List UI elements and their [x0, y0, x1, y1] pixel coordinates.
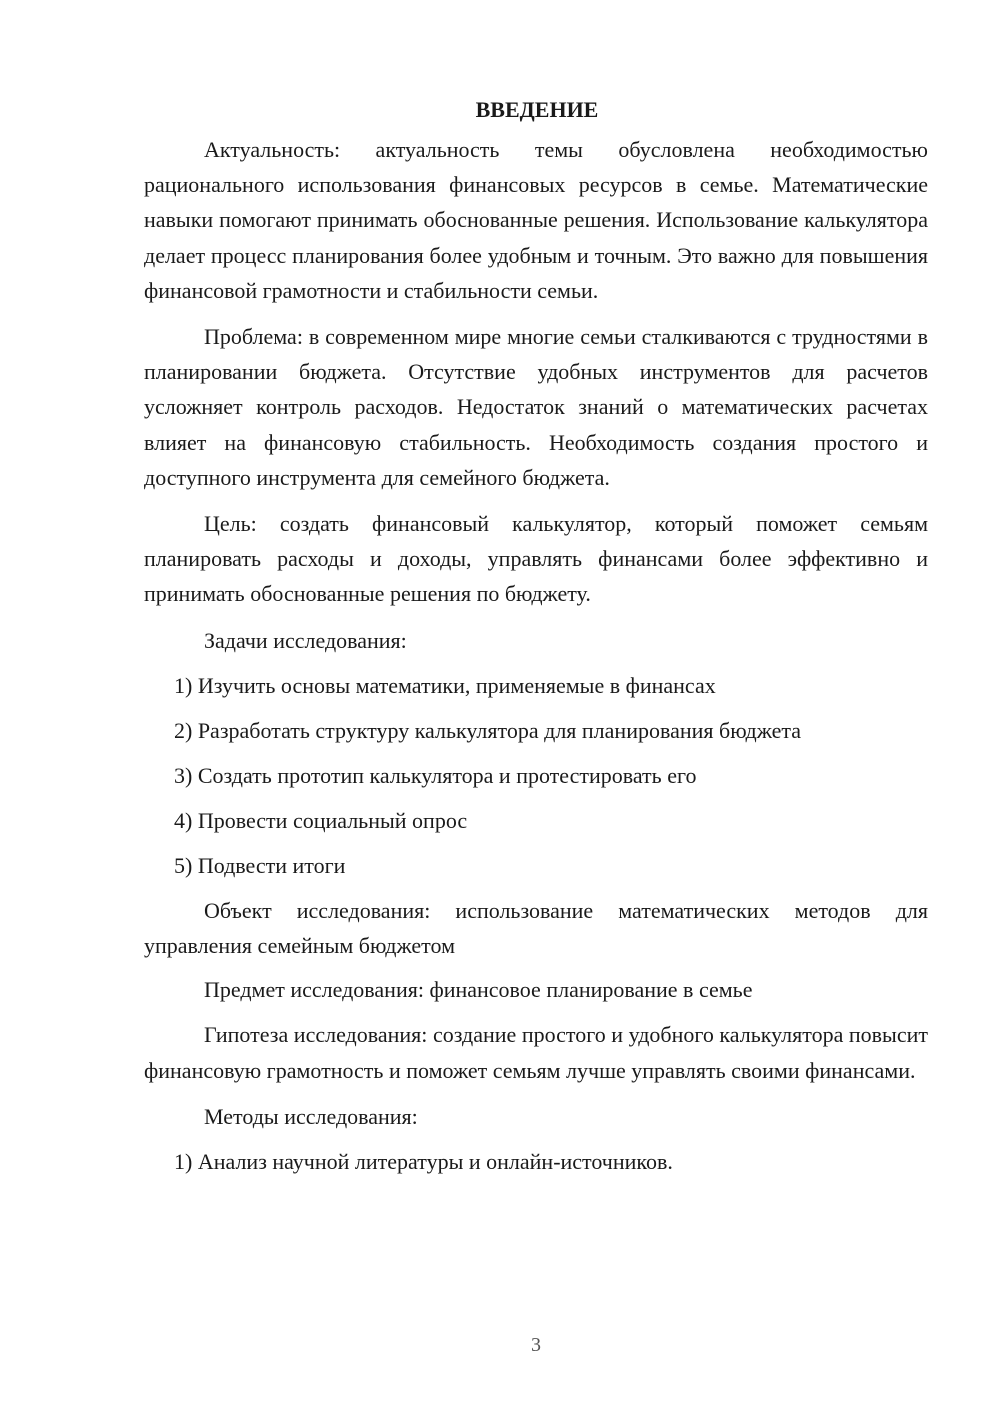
page-number: 3: [531, 1334, 541, 1356]
object-paragraph: Объект исследования: использование математических методов для управления семейным бюджетом: [144, 897, 928, 959]
list-item: 1) Изучить основы математики, применяемые в финансах: [174, 672, 716, 698]
list-item: 4) Провести социальный опрос: [174, 807, 468, 833]
hypothesis-paragraph: Гипотеза исследования: создание простого и удобного калькулятора повысит финансовую грамотность и поможет семьям лучше управлять своими финансами.: [144, 1022, 928, 1083]
document-page: [144, 92, 928, 1189]
list-item: 2) Разработать структуру калькулятора для планирования бюджета: [174, 717, 802, 743]
list-item: 5) Подвести итоги: [174, 852, 346, 878]
methods-heading: Методы исследования:: [204, 1103, 418, 1129]
tasks-list: [144, 668, 928, 883]
problem-paragraph: Проблема: в современном мире многие семьи сталкиваются с трудностями в планировании бюджета. Отсутствие удобных инструментов для расчетов усложняет контроль расходов. Недостаток знаний о математических расчетах влияет на финансовую стабильность. Необходимость создания простого и доступного инструмента для семейного бюджета.: [144, 324, 928, 490]
list-item: 1) Анализ научной литературы и онлайн-источников.: [174, 1149, 673, 1175]
page-title: ВВЕДЕНИЕ: [475, 97, 599, 122]
list-item: 3) Создать прототип калькулятора и протестировать его: [174, 762, 697, 788]
methods-list: [144, 1144, 928, 1179]
subject-paragraph: Предмет исследования: финансовое планирование в семье: [204, 977, 753, 1003]
relevance-paragraph: Актуальность: актуальность темы обусловлена необходимостью рационального использования финансовых ресурсов в семье. Математические навыки помогают принимать обоснованные решения. Использование калькулятора делает процесс планирования более удобным и точным. Это важно для повышения финансовой грамотности и стабильности семьи.: [144, 137, 928, 303]
tasks-heading: Задачи исследования:: [204, 627, 407, 653]
goal-paragraph: Цель: создать финансовый калькулятор, который поможет семьям планировать расходы и доходы, управлять финансами более эффективно и принимать обоснованные решения по бюджету.: [144, 511, 928, 607]
